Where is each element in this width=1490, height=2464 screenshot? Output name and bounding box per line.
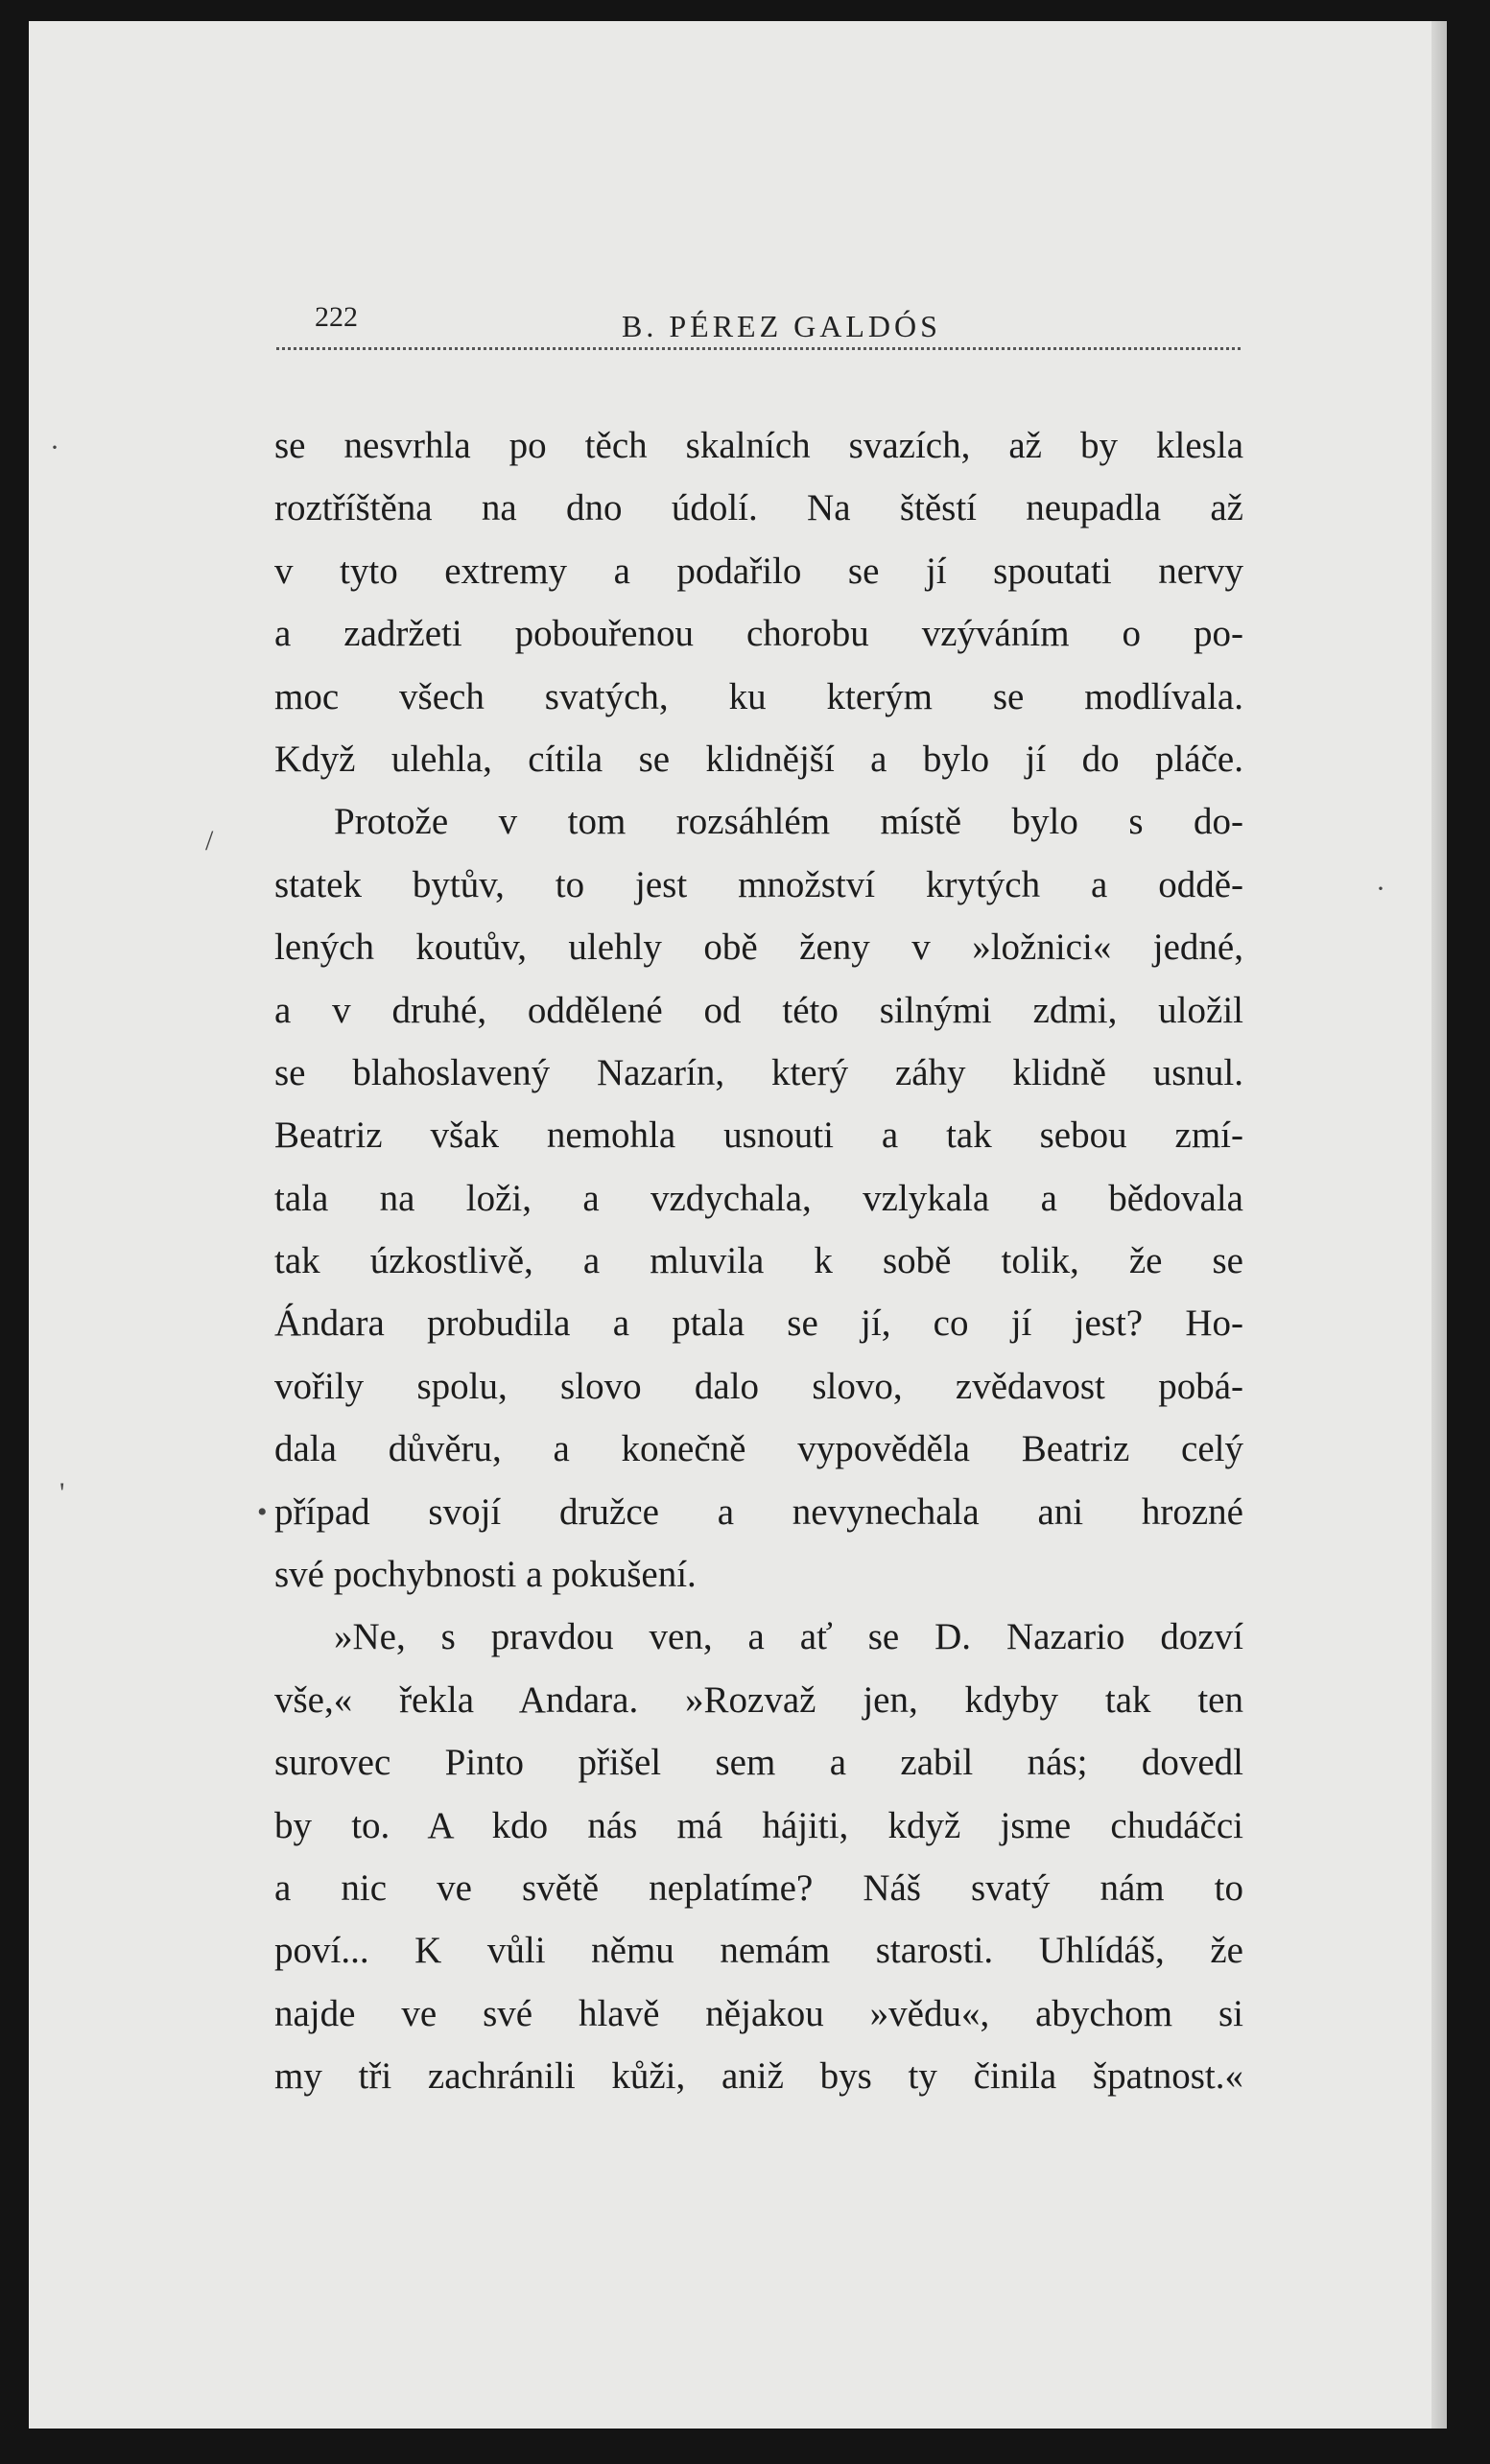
page-number: 222 xyxy=(315,301,358,333)
margin-speck: · xyxy=(1376,873,1385,904)
text-line: tak úzkostlivě, a mluvila k sobě tolik, že se xyxy=(274,1240,1243,1282)
text-line: roztříštěna na dno údolí. Na štěstí neupadla až xyxy=(274,487,1243,529)
paragraph-2 xyxy=(274,790,1243,1606)
text-line: v tyto extremy a podařilo se jí spoutati nervy xyxy=(274,550,1243,592)
text-line: se nesvrhla po těch skalních svazích, až by klesla xyxy=(274,425,1243,466)
text-line: dala důvěru, a konečně vypověděla Beatriz celý xyxy=(274,1428,1243,1470)
page-gutter-shadow xyxy=(1431,21,1447,2429)
text-line: surovec Pinto přišel sem a zabil nás; dovedl xyxy=(274,1742,1243,1784)
text-line: poví... K vůli němu nemám starosti. Uhlídáš, že xyxy=(274,1930,1243,1972)
text-line: tala na loži, a vzdychala, vzlykala a bědovala xyxy=(274,1177,1243,1219)
paragraph-3 xyxy=(274,1606,1243,2107)
text-line: »Ne, s pravdou ven, a ať se D. Nazario dozví xyxy=(334,1616,1243,1658)
text-line: Beatriz však nemohla usnouti a tak sebou zmí- xyxy=(274,1115,1243,1157)
text-line: lených koutův, ulehly obě ženy v »ložnici« jedné, xyxy=(274,927,1243,969)
header-dotted-rule xyxy=(276,347,1241,350)
running-title: B. PÉREZ GALDÓS xyxy=(622,309,941,343)
margin-speck: • xyxy=(257,1496,268,1528)
text-line: vořily spolu, slovo dalo slovo, zvědavost pobá- xyxy=(274,1365,1243,1407)
text-line: a v druhé, oddělené od této silnými zdmi, uložil xyxy=(274,989,1243,1031)
margin-speck: / xyxy=(205,825,214,857)
paragraph-1 xyxy=(274,414,1243,790)
page-header xyxy=(315,292,1266,349)
text-line: statek bytův, to jest množství krytých a oddě- xyxy=(274,863,1243,905)
body-text xyxy=(274,414,1243,2108)
text-line: Když ulehla, cítila se klidnější a bylo jí do pláče. xyxy=(274,738,1243,780)
text-line: své pochybnosti a pokušení. xyxy=(274,1554,697,1596)
text-line: najde ve své hlavě nějakou »vědu«, abychom si xyxy=(274,1992,1243,2034)
text-line: moc všech svatých, ku kterým se modlívala. xyxy=(274,675,1243,717)
text-line: a nic ve světě neplatíme? Náš svatý nám to xyxy=(274,1866,1243,1909)
text-line: vše,« řekla Andara. »Rozvaž jen, kdyby tak ten xyxy=(274,1678,1243,1721)
text-line: se blahoslavený Nazarín, který záhy klidně usnul. xyxy=(274,1051,1243,1093)
text-line: by to. A kdo nás má hájiti, když jsme chudáčci xyxy=(274,1804,1243,1846)
text-line: Protože v tom rozsáhlém místě bylo s do- xyxy=(334,801,1243,843)
text-line: my tři zachránili kůži, aniž bys ty činila špatnost.« xyxy=(274,2055,1243,2098)
text-line: případ svojí družce a nevynechala ani hrozné xyxy=(274,1490,1243,1533)
margin-speck: · xyxy=(50,432,59,463)
text-line: a zadržeti pobouřenou chorobu vzýváním o po- xyxy=(274,613,1243,655)
margin-speck: ' xyxy=(59,1477,65,1509)
text-line: Ándara probudila a ptala se jí, co jí jest? Ho- xyxy=(274,1302,1243,1345)
